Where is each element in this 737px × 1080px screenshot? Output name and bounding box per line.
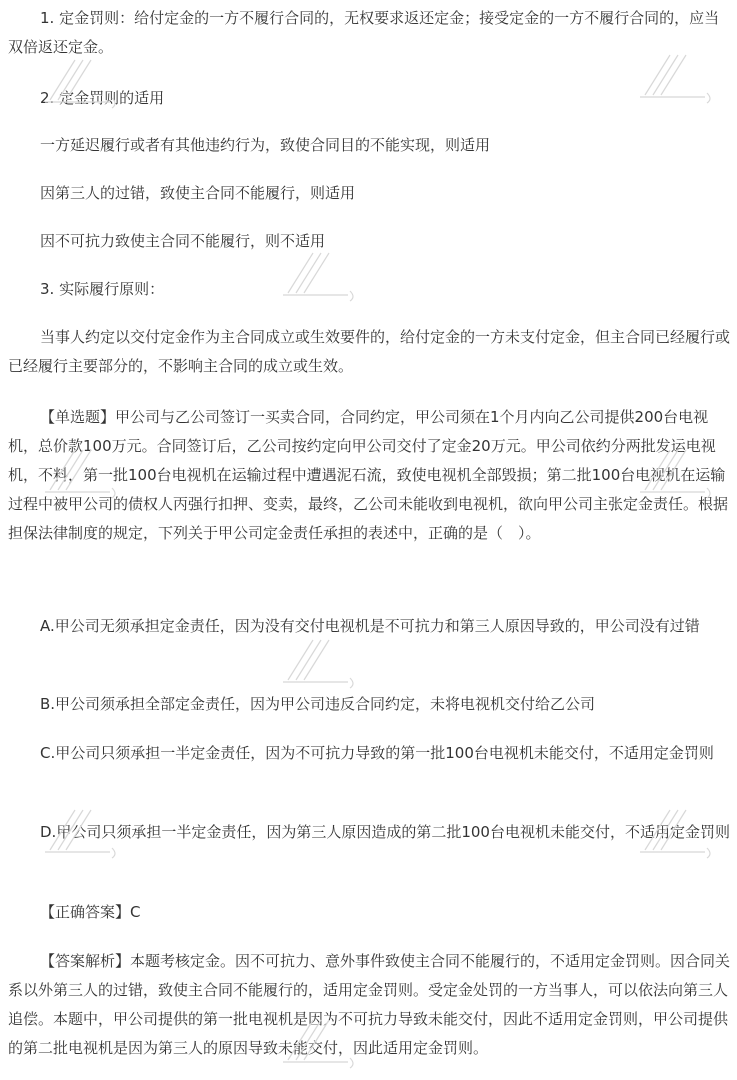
scope-item-force-majeure: 因不可抗力致使主合同不能履行，则不适用: [40, 232, 326, 250]
option-a: A.甲公司无须承担定金责任，因为没有交付电视机是不可抗力和第三人原因导致的，甲公司没有过错: [40, 617, 700, 635]
answer-explanation: 【答案解析】本题考核定金。因不可抗力、意外事件致使主合同不能履行的，不适用定金罚则。因合同关系以外第三人的过错，致使主合同不能履行的，适用定金罚则。受定金处罚的一方当事人，可以依法向第三人追偿。本题中，甲公司提供的第一批电视机是因为不可抗力导致未能交付，因此不适用定金罚则，甲公司提供的第二批电视机是因为第三人的原因导致未能交付，因此适用定金罚则。: [8, 952, 731, 1057]
option-d: D.甲公司只须承担一半定金责任，因为第三人原因造成的第二批100台电视机未能交付，不适用定金罚则: [40, 823, 730, 841]
rule-definition: 1. 定金罚则：给付定金的一方不履行合同的，无权要求返还定金；接受定金的一方不履行合同的，应当双倍返还定金。: [8, 9, 720, 56]
scope-item-third-party: 因第三人的过错，致使主合同不能履行，则适用: [40, 184, 356, 202]
question-stem: 【单选题】甲公司与乙公司签订一买卖合同，合同约定，甲公司须在1个月内向乙公司提供200台电视机，总价款100万元。合同签订后，乙公司按约定向甲公司交付了定金20万元。甲公司依约分两批发运电视机，不料，第一批100台电视机在运输过程中遭遇泥石流，致使电视机全部毁损；第二批100台电视机在运输过程中被甲公司的债权人丙强行扣押、变卖，最终，乙公司未能收到电视机，欲向甲公司主张定金责任。根据担保法律制度的规定，下列关于甲公司定金责任承担的表述中，正确的是（ ）。: [8, 408, 729, 542]
performance-heading: 3. 实际履行原则：: [40, 280, 165, 298]
correct-answer: 【正确答案】C: [40, 903, 141, 921]
performance-rule: 当事人约定以交付定金作为主合同成立或生效要件的，给付定金的一方未支付定金，但主合同已经履行或已经履行主要部分的，不影响主合同的成立或生效。: [8, 328, 731, 375]
rule-scope-heading: 2. 定金罚则的适用: [40, 89, 165, 107]
scope-item-delay: 一方延迟履行或者有其他违约行为，致使合同目的不能实现，则适用: [40, 136, 491, 154]
option-b: B.甲公司须承担全部定金责任，因为甲公司违反合同约定，未将电视机交付给乙公司: [40, 695, 596, 713]
option-c: C.甲公司只须承担一半定金责任，因为不可抗力导致的第一批100台电视机未能交付，不适用定金罚则: [40, 744, 714, 762]
